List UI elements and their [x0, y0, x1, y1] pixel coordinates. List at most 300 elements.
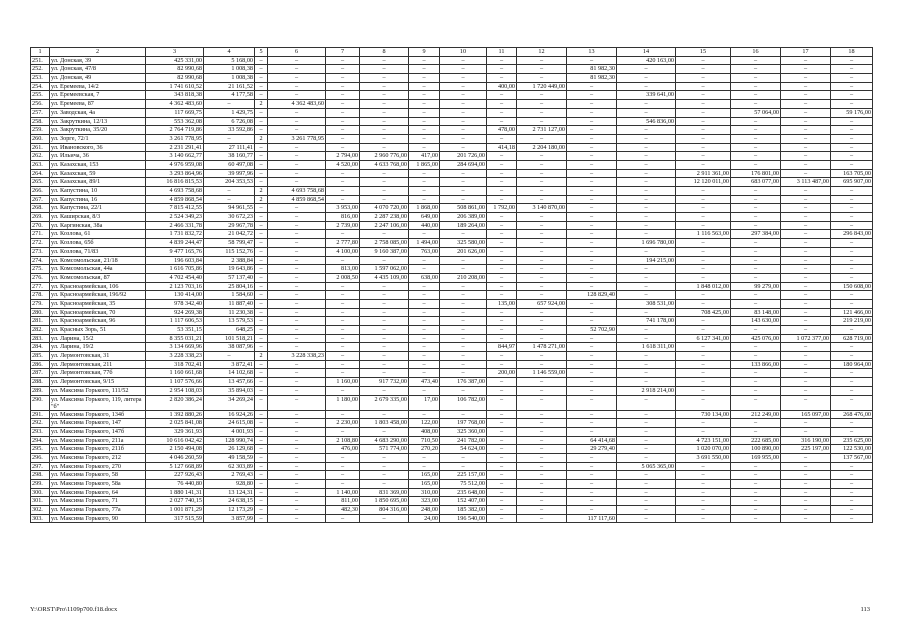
cell-col-13: – [567, 152, 617, 161]
cell-col-9: 763,00 [409, 247, 440, 256]
cell-col-6: – [268, 117, 326, 126]
cell-col-15: – [676, 497, 731, 506]
cell-col-8: – [360, 291, 409, 300]
cell-col-4: 14 102,68 [204, 369, 255, 378]
cell-col-6: 4 859 868,54 [268, 195, 326, 204]
cell-col-8: 4 435 109,00 [360, 273, 409, 282]
cell-col-5: – [255, 291, 268, 300]
cell-col-12: 2 204 180,00 [517, 143, 567, 152]
cell-col-16: – [731, 143, 781, 152]
cell-col-4: 5 168,00 [204, 56, 255, 65]
cell-address: ул. Максима Горького, 147б [50, 427, 146, 436]
cell-col-7: – [326, 410, 360, 419]
cell-address: ул. Лермонтовская, 77б [50, 369, 146, 378]
cell-col-7: – [326, 427, 360, 436]
cell-col-4: 11 230,38 [204, 308, 255, 317]
cell-col-4: 4 177,58 [204, 91, 255, 100]
table-row [31, 143, 873, 152]
table-row [31, 299, 873, 308]
cell-col-12: – [517, 282, 567, 291]
cell-col-17: – [781, 386, 831, 395]
cell-col-18: – [831, 471, 873, 480]
cell-address: ул. Козлова, 71/83 [50, 247, 146, 256]
cell-col-5: – [255, 169, 268, 178]
cell-col-15: – [676, 100, 731, 109]
cell-col-16: 683 077,00 [731, 178, 781, 187]
cell-col-7: – [326, 317, 360, 326]
cell-col-13: – [567, 247, 617, 256]
table-row [31, 386, 873, 395]
cell-col-8: – [360, 169, 409, 178]
cell-col-9: 24,00 [409, 514, 440, 523]
cell-col-8: – [360, 453, 409, 462]
cell-col-6: – [268, 386, 326, 395]
cell-col-9: – [409, 56, 440, 65]
cell-col-6: – [268, 462, 326, 471]
cell-address: ул. Максима Горького, 270 [50, 462, 146, 471]
cell-col-8: – [360, 514, 409, 523]
cell-col-16: 143 630,00 [731, 317, 781, 326]
cell-col-17: – [781, 291, 831, 300]
cell-col-8: 4 633 768,00 [360, 160, 409, 169]
cell-col-8: – [360, 91, 409, 100]
cell-col-17: – [781, 239, 831, 248]
table-row [31, 369, 873, 378]
cell-col-4: 57 137,40 [204, 273, 255, 282]
cell-col-14: – [617, 126, 676, 135]
cell-col-17: – [781, 56, 831, 65]
cell-col-16: – [731, 213, 781, 222]
cell-col-11: – [487, 91, 517, 100]
cell-col-5: 2 [255, 352, 268, 361]
cell-col-11: – [487, 352, 517, 361]
cell-col-4: 11 887,40 [204, 299, 255, 308]
cell-col-5: – [255, 317, 268, 326]
cell-col-17: – [781, 308, 831, 317]
cell-col-4: 60 497,08 [204, 160, 255, 169]
cell-col-16: – [731, 497, 781, 506]
cell-col-18: – [831, 343, 873, 352]
cell-col-5: 2 [255, 134, 268, 143]
cell-address: ул. Максима Горького, 111/52 [50, 386, 146, 395]
cell-col-13: – [567, 369, 617, 378]
cell-row-number: 287. [31, 369, 50, 378]
cell-col-8: – [360, 256, 409, 265]
cell-col-13: – [567, 343, 617, 352]
cell-address: ул. Максима Горького, 134б [50, 410, 146, 419]
cell-col-18: 180 964,00 [831, 360, 873, 369]
cell-col-7: – [326, 282, 360, 291]
cell-col-15: 4 723 151,00 [676, 436, 731, 445]
cell-col-17: – [781, 195, 831, 204]
cell-col-8: – [360, 187, 409, 196]
cell-col-4: 3 872,41 [204, 360, 255, 369]
cell-col-13: – [567, 462, 617, 471]
cell-col-4: 16 924,26 [204, 410, 255, 419]
cell-col-8: – [360, 74, 409, 83]
cell-col-3: 2 466 331,78 [146, 221, 204, 230]
cell-address: ул. Заводская, 4а [50, 108, 146, 117]
cell-col-9: 1 494,00 [409, 239, 440, 248]
cell-row-number: 279. [31, 299, 50, 308]
cell-col-9: – [409, 343, 440, 352]
cell-col-6: – [268, 265, 326, 274]
cell-col-13: – [567, 506, 617, 515]
cell-col-4: 21 042,72 [204, 230, 255, 239]
cell-col-14: – [617, 308, 676, 317]
cell-col-5: – [255, 308, 268, 317]
cell-col-15: – [676, 204, 731, 213]
cell-col-11: – [487, 221, 517, 230]
cell-col-14: – [617, 352, 676, 361]
table-row [31, 213, 873, 222]
cell-col-15: – [676, 239, 731, 248]
cell-row-number: 254. [31, 82, 50, 91]
cell-address: ул. Ларина, 19/2 [50, 343, 146, 352]
cell-col-3: 978 342,40 [146, 299, 204, 308]
cell-col-14: – [617, 65, 676, 74]
cell-col-9: – [409, 360, 440, 369]
cell-col-5: – [255, 160, 268, 169]
cell-col-12: – [517, 91, 567, 100]
cell-col-14: – [617, 419, 676, 428]
cell-col-5: – [255, 497, 268, 506]
table-row [31, 100, 873, 109]
cell-col-3: 1 741 610,52 [146, 82, 204, 91]
cell-col-12: – [517, 152, 567, 161]
cell-col-6: – [268, 427, 326, 436]
cell-col-5: – [255, 282, 268, 291]
cell-address: ул. Максима Горького, 119, литера "б" [50, 395, 146, 410]
cell-col-12: – [517, 360, 567, 369]
cell-address: ул. Закруткина, 35/20 [50, 126, 146, 135]
cell-col-11: – [487, 247, 517, 256]
cell-col-7: 1 160,00 [326, 378, 360, 387]
cell-col-9: – [409, 65, 440, 74]
cell-col-8: 2 960 776,00 [360, 152, 409, 161]
cell-col-11: 844,97 [487, 343, 517, 352]
cell-col-11: – [487, 117, 517, 126]
cell-col-9: 17,00 [409, 395, 440, 410]
cell-col-4: 30 672,23 [204, 213, 255, 222]
cell-col-5: – [255, 369, 268, 378]
cell-row-number: 268. [31, 204, 50, 213]
cell-col-9: 248,00 [409, 506, 440, 515]
header-cell: 17 [781, 48, 831, 57]
cell-col-15: – [676, 395, 731, 410]
cell-col-14: – [617, 395, 676, 410]
cell-col-5: – [255, 506, 268, 515]
header-cell: 2 [50, 48, 146, 57]
cell-col-11: – [487, 497, 517, 506]
cell-col-15: – [676, 91, 731, 100]
cell-col-18: – [831, 56, 873, 65]
cell-col-9: – [409, 453, 440, 462]
cell-col-13: – [567, 386, 617, 395]
cell-col-4: 35 894,03 [204, 386, 255, 395]
cell-col-10: – [440, 82, 487, 91]
cell-col-10: – [440, 386, 487, 395]
cell-col-14: – [617, 100, 676, 109]
cell-row-number: 288. [31, 378, 50, 387]
cell-col-7: – [326, 326, 360, 335]
cell-row-number: 251. [31, 56, 50, 65]
cell-col-11: – [487, 378, 517, 387]
cell-col-11: – [487, 488, 517, 497]
cell-row-number: 283. [31, 334, 50, 343]
cell-col-10: 325 580,00 [440, 239, 487, 248]
header-cell: 3 [146, 48, 204, 57]
cell-col-18: – [831, 239, 873, 248]
cell-col-3: 3 140 662,77 [146, 152, 204, 161]
cell-address: ул. Зорге, 72/1 [50, 134, 146, 143]
cell-address: ул. Максима Горького, 58а [50, 480, 146, 489]
cell-col-11: – [487, 462, 517, 471]
cell-col-10: 235 648,00 [440, 488, 487, 497]
cell-col-12: 1 720 449,00 [517, 82, 567, 91]
cell-row-number: 252. [31, 65, 50, 74]
cell-address: ул. Козлова, 61 [50, 230, 146, 239]
cell-col-10: 508 861,00 [440, 204, 487, 213]
cell-col-7: – [326, 453, 360, 462]
cell-col-12: – [517, 169, 567, 178]
cell-col-17: 3 113 487,00 [781, 178, 831, 187]
cell-col-4: 2 769,43 [204, 471, 255, 480]
cell-col-14: – [617, 221, 676, 230]
table-row [31, 317, 873, 326]
cell-col-15: – [676, 299, 731, 308]
cell-col-18: – [831, 247, 873, 256]
cell-col-18: – [831, 352, 873, 361]
cell-col-13: – [567, 427, 617, 436]
cell-col-14: – [617, 230, 676, 239]
cell-col-10: 206 389,00 [440, 213, 487, 222]
cell-col-9: – [409, 326, 440, 335]
cell-col-13: 29 279,40 [567, 445, 617, 454]
cell-col-18: 628 719,00 [831, 334, 873, 343]
cell-col-8: – [360, 343, 409, 352]
cell-col-14: – [617, 213, 676, 222]
cell-col-15: – [676, 360, 731, 369]
cell-col-8: – [360, 386, 409, 395]
cell-col-3: 2 764 719,86 [146, 126, 204, 135]
cell-col-9: – [409, 256, 440, 265]
table-row [31, 134, 873, 143]
cell-address: ул. Лермонтовская, 31 [50, 352, 146, 361]
cell-col-9: 310,00 [409, 488, 440, 497]
cell-col-6: – [268, 74, 326, 83]
cell-col-7: – [326, 56, 360, 65]
cell-col-6: – [268, 230, 326, 239]
cell-col-4: 39 997,96 [204, 169, 255, 178]
cell-col-13: – [567, 497, 617, 506]
cell-col-7: – [326, 299, 360, 308]
cell-address: ул. Еремеева, 87 [50, 100, 146, 109]
cell-col-12: – [517, 317, 567, 326]
data-table [30, 47, 873, 523]
cell-col-10: 54 624,00 [440, 445, 487, 454]
cell-row-number: 261. [31, 143, 50, 152]
cell-col-3: 2 954 108,03 [146, 386, 204, 395]
cell-col-9: 417,00 [409, 152, 440, 161]
cell-col-8: – [360, 369, 409, 378]
cell-col-3: 4 046 260,59 [146, 453, 204, 462]
cell-col-4: 33 592,86 [204, 126, 255, 135]
cell-col-7: – [326, 117, 360, 126]
cell-col-14: – [617, 247, 676, 256]
cell-col-5: – [255, 343, 268, 352]
cell-col-3: 1 880 141,31 [146, 488, 204, 497]
cell-col-10: – [440, 169, 487, 178]
cell-col-6: – [268, 410, 326, 419]
cell-col-9: – [409, 117, 440, 126]
cell-col-9: – [409, 134, 440, 143]
cell-col-13: – [567, 134, 617, 143]
cell-col-18: 695 907,00 [831, 178, 873, 187]
cell-col-6: – [268, 178, 326, 187]
cell-col-11: – [487, 317, 517, 326]
cell-col-12: – [517, 419, 567, 428]
cell-col-14: – [617, 282, 676, 291]
cell-col-16: – [731, 91, 781, 100]
cell-col-4: 49 158,59 [204, 453, 255, 462]
cell-col-12: 657 924,00 [517, 299, 567, 308]
cell-col-14: 308 531,00 [617, 299, 676, 308]
cell-col-17: – [781, 453, 831, 462]
cell-col-13: – [567, 265, 617, 274]
cell-col-4: – [204, 352, 255, 361]
cell-col-14: 194 215,00 [617, 256, 676, 265]
cell-col-15: – [676, 117, 731, 126]
cell-col-8: – [360, 100, 409, 109]
cell-col-13: – [567, 419, 617, 428]
cell-col-14: – [617, 108, 676, 117]
cell-col-18: – [831, 369, 873, 378]
cell-col-18: 122 530,00 [831, 445, 873, 454]
cell-row-number: 301. [31, 497, 50, 506]
cell-col-13: – [567, 221, 617, 230]
cell-col-9: – [409, 291, 440, 300]
cell-col-3: 1 107 576,66 [146, 378, 204, 387]
cell-col-13: – [567, 378, 617, 387]
cell-col-16: – [731, 82, 781, 91]
cell-col-18: – [831, 265, 873, 274]
cell-col-5: – [255, 360, 268, 369]
cell-col-14: 339 641,00 [617, 91, 676, 100]
cell-col-12: – [517, 108, 567, 117]
cell-col-8: – [360, 82, 409, 91]
cell-col-3: 4 859 868,54 [146, 195, 204, 204]
cell-col-16: – [731, 100, 781, 109]
table-row [31, 56, 873, 65]
cell-col-14: 2 918 214,00 [617, 386, 676, 395]
table-row [31, 187, 873, 196]
cell-col-15: – [676, 506, 731, 515]
cell-col-11: – [487, 395, 517, 410]
cell-col-7: 2 794,00 [326, 152, 360, 161]
cell-col-6: – [268, 453, 326, 462]
cell-col-3: 196 603,84 [146, 256, 204, 265]
cell-address: ул. Каргинская, 38а [50, 221, 146, 230]
cell-col-11: – [487, 230, 517, 239]
cell-col-9: – [409, 317, 440, 326]
cell-address: ул. Лермонтовская, 9/15 [50, 378, 146, 387]
cell-col-14: – [617, 497, 676, 506]
cell-col-10: 201 726,00 [440, 152, 487, 161]
cell-col-16: – [731, 195, 781, 204]
cell-row-number: 281. [31, 317, 50, 326]
cell-col-7: – [326, 352, 360, 361]
cell-col-18: – [831, 378, 873, 387]
cell-col-10: – [440, 56, 487, 65]
cell-col-5: – [255, 453, 268, 462]
cell-col-18: – [831, 195, 873, 204]
cell-col-7: 482,30 [326, 506, 360, 515]
cell-col-5: – [255, 395, 268, 410]
cell-address: ул. Максима Горького, 212 [50, 453, 146, 462]
cell-col-18: – [831, 462, 873, 471]
cell-col-10: – [440, 100, 487, 109]
cell-col-10: – [440, 282, 487, 291]
cell-col-3: 318 702,41 [146, 360, 204, 369]
cell-col-7: – [326, 308, 360, 317]
cell-col-16: – [731, 419, 781, 428]
cell-col-4: 21 161,52 [204, 82, 255, 91]
cell-col-6: – [268, 256, 326, 265]
table-row [31, 204, 873, 213]
cell-col-16: – [731, 471, 781, 480]
cell-col-14: – [617, 152, 676, 161]
cell-col-6: – [268, 334, 326, 343]
cell-address: ул. Красноармейская, 35 [50, 299, 146, 308]
cell-col-7: 2 777,80 [326, 239, 360, 248]
cell-col-3: 10 616 042,42 [146, 436, 204, 445]
cell-col-5: – [255, 126, 268, 135]
cell-col-11: – [487, 100, 517, 109]
cell-col-11: – [487, 65, 517, 74]
cell-col-17: – [781, 360, 831, 369]
cell-col-15: – [676, 82, 731, 91]
cell-col-3: 5 127 668,89 [146, 462, 204, 471]
cell-col-15: – [676, 187, 731, 196]
cell-col-5: – [255, 108, 268, 117]
cell-col-4: 13 124,31 [204, 488, 255, 497]
cell-col-10: – [440, 134, 487, 143]
cell-col-18: – [831, 152, 873, 161]
cell-col-11: – [487, 419, 517, 428]
cell-col-14: 1 618 311,00 [617, 343, 676, 352]
cell-col-16: – [731, 480, 781, 489]
cell-col-7: – [326, 65, 360, 74]
cell-col-3: 4 976 959,08 [146, 160, 204, 169]
cell-col-8: – [360, 410, 409, 419]
cell-col-7: – [326, 126, 360, 135]
cell-col-13: – [567, 100, 617, 109]
cell-col-13: – [567, 213, 617, 222]
cell-col-6: 4 693 758,68 [268, 187, 326, 196]
cell-col-17: – [781, 299, 831, 308]
cell-col-12: – [517, 247, 567, 256]
cell-col-9: – [409, 265, 440, 274]
cell-col-10: 106 782,00 [440, 395, 487, 410]
cell-row-number: 284. [31, 343, 50, 352]
cell-col-17: – [781, 74, 831, 83]
cell-col-4: 648,25 [204, 326, 255, 335]
cell-col-8: – [360, 178, 409, 187]
cell-col-6: – [268, 378, 326, 387]
cell-col-12: – [517, 291, 567, 300]
cell-col-10: 185 382,00 [440, 506, 487, 515]
